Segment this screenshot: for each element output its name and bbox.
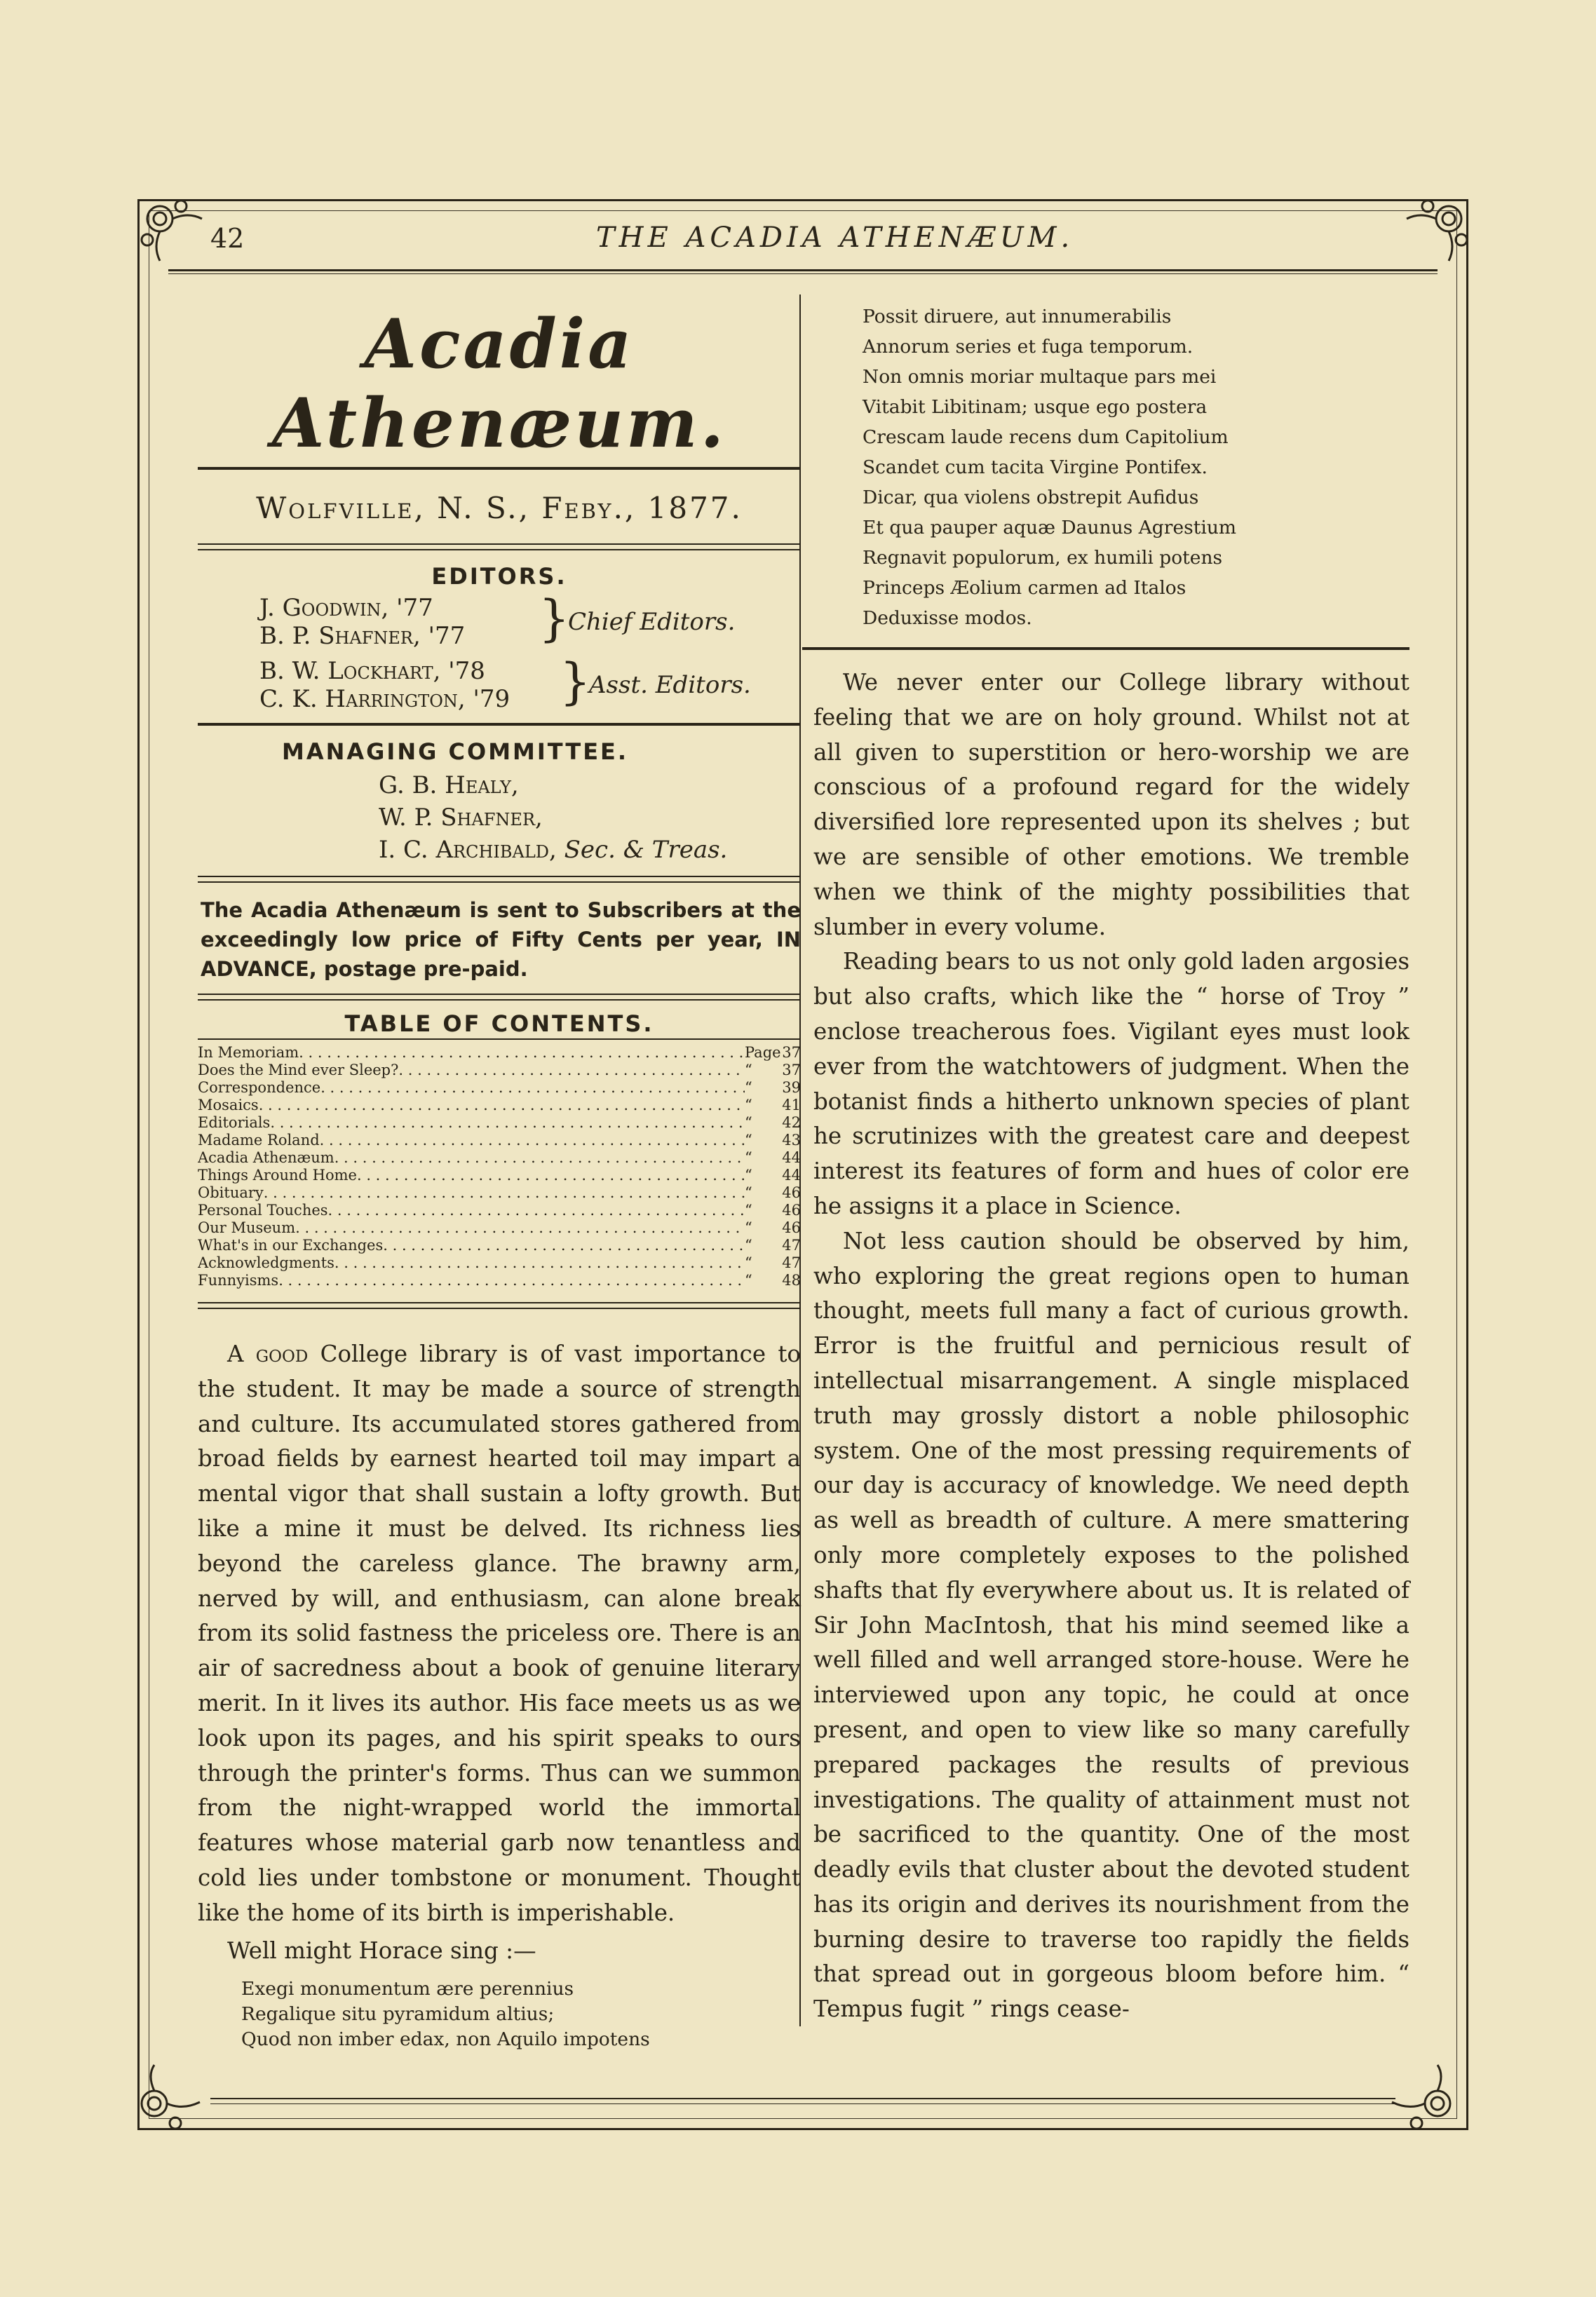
article-paragraph: College library is of vast importance to the student. It may be made a source of strength and culture. Its accumulated stores gathered from broad fields by earnest hearted toil may impart a mental vigor that shall sustain a lofty growth. But like a mine it must be delved. Its richness lies beyond the careless glance. The brawny arm, nerved by will, and enthusiasm, can alone break from its solid fastness the priceless ore. There is an air of sacredness about a book of genuine literary merit. In it lives its author. His face meets us as we look upon its pages, and his spirit speaks to ours through the printer's forms. Thus can we summon from the night-wrapped world the immortal features whose material garb now tenantless and cold lies under tombstone or monument. Thought like the home of its birth is imperishable.	[198, 1341, 801, 1926]
toc-leader-dots	[328, 1202, 745, 1219]
toc-leader-dots	[334, 1149, 745, 1167]
header-rule	[168, 269, 1438, 271]
toc-row	[198, 1202, 801, 1219]
toc-row	[198, 1097, 801, 1114]
toc-page-label: Page	[745, 1044, 781, 1061]
toc-leader-dots	[334, 1254, 745, 1272]
verse-line: Princeps Æolium carmen ad Italos	[863, 577, 1186, 599]
toc-row	[198, 1044, 801, 1062]
running-head: THE ACADIA ATHENÆUM.	[596, 222, 1074, 254]
asst-editors-role: Asst. Editors.	[589, 671, 751, 699]
chief-editors	[198, 590, 801, 716]
toc-leader-dots	[320, 1132, 745, 1149]
toc-ditto-mark: “	[745, 1237, 752, 1254]
subscription-notice: The Acadia Athenæum is sent to Subscribers at the exceedingly low price of Fifty Cents per year, IN ADVANCE, postage pre-paid.	[201, 898, 801, 981]
chief-editors-role: Chief Editors.	[568, 608, 736, 636]
verse-line: Et qua pauper aquæ Daunus Agrestium	[863, 517, 1237, 538]
toc-page-number: 44	[782, 1167, 801, 1184]
toc-title: Personal Touches	[198, 1202, 328, 1219]
toc-row	[198, 1184, 801, 1202]
toc-page-number: 37	[782, 1044, 801, 1061]
toc-title: Mosaics	[198, 1097, 259, 1113]
toc-page-number: 47	[782, 1237, 801, 1254]
toc-page-number: 47	[782, 1254, 801, 1271]
editors-rule	[198, 723, 801, 726]
horace-intro: Well might Horace sing :—	[227, 1937, 536, 1964]
toc-ditto-mark: “	[745, 1114, 752, 1131]
verse-line: Scandet cum tacita Virgine Pontifex.	[863, 456, 1208, 478]
brace-glyph: }	[560, 653, 591, 710]
toc-ditto-mark: “	[745, 1254, 752, 1271]
verse-line: Non omnis moriar multaque pars mei	[863, 366, 1217, 388]
article-paragraph: We never enter our College library without feeling that we are on holy ground. Whilst not at all given to superstition or hero-worship we are conscious of a profound regard for the widely diversified lore represented upon its shelves ; but we are sensible of other emotions. We tremble when we think of the mighty possibilities that slumber in every volume.	[813, 669, 1409, 940]
toc-leader-dots	[398, 1062, 745, 1079]
article-paragraph: Reading bears to us not only gold laden argosies but also crafts, which like the “ horse of Troy ” enclose treacherous foes. Vigilant eyes must look ever from the watchtowers of judgment. When the botanist finds a hitherto unknown species of plant he scrutinizes with the greatest care and deepest interest its features of form and hues of color ere he assigns it a place in Science.	[813, 948, 1409, 1219]
toc-row	[198, 1167, 801, 1184]
article-paragraph: Not less caution should be observed by him, who exploring the great regions open to human thought, meets full many a fact of curious growth. Error is the fruitful and pernicious result of intellectual misarrangement. A single misplaced truth may grossly distort a noble philosophic system. One of the most pressing requirements of our day is accuracy of knowledge. We need depth as well as breadth of culture. A mere smattering only more completely exposes to the polished shafts that fly everywhere about us. It is related of Sir John MacIntosh, that his mind seemed like a well filled and well arranged store-house. Were he interviewed upon any topic, he could at once present, and open to view like so many carefully prepared packages the results of previous investigations. The quality of attainment must not be sacrificed to the quantity. One of the most deadly evils that cluster about the devoted student has its origin and derives its nourishment from the burning desire to traverse too rapidly the fields that spread out in gorgeous bloom before him. “ Tempus fugit ” rings cease-	[813, 1227, 1409, 2023]
dateline: Wolfville, N. S., Feby., 1877.	[256, 491, 743, 525]
toc-page-number: 42	[782, 1114, 801, 1131]
toc-title: In Memoriam	[198, 1044, 299, 1061]
toc-page-number: 46	[782, 1184, 801, 1201]
toc-title: Does the Mind ever Sleep?	[198, 1062, 399, 1078]
latin-verse-right	[863, 301, 1409, 633]
toc-title: Acadia Athenæum	[198, 1149, 334, 1166]
toc-title: Acknowledgments	[198, 1254, 334, 1271]
toc-title: Our Museum	[198, 1219, 296, 1236]
corner-ornament-bottom-left	[126, 2061, 203, 2139]
corner-ornament-top-left	[132, 191, 209, 268]
toc-leader-dots	[278, 1272, 745, 1289]
verse-line: Annorum series et fuga temporum.	[863, 336, 1193, 358]
table-of-contents	[198, 1044, 801, 1289]
toc-ditto-mark: “	[745, 1097, 752, 1113]
notice-rule	[198, 994, 801, 1001]
committee-member: I. C. Archibald,	[379, 836, 557, 864]
toc-ditto-mark: “	[745, 1184, 752, 1201]
verse-rule	[802, 647, 1409, 650]
masthead-rule	[198, 467, 801, 470]
verse-line: Quod non imber edax, non Aquilo impotens	[241, 2028, 650, 2051]
verse-line: Regalique situ pyramidum altius;	[241, 2003, 555, 2026]
toc-title: Editorials	[198, 1114, 271, 1131]
editor-name: C. K. Harrington, '79	[259, 685, 510, 713]
toc-row	[198, 1272, 801, 1289]
opening-words: A good	[227, 1341, 309, 1367]
dateline-rule	[198, 543, 801, 550]
editor-name: J. Goodwin, '77	[259, 594, 433, 622]
toc-row	[198, 1079, 801, 1097]
toc-leader-dots	[295, 1219, 745, 1237]
toc-row	[198, 1132, 801, 1149]
header-rule-thin	[168, 273, 1438, 274]
toc-row	[198, 1149, 801, 1167]
toc-row	[198, 1219, 801, 1237]
toc-page-number: 37	[782, 1062, 801, 1078]
toc-rule	[198, 1038, 801, 1040]
article-right-text	[813, 665, 1409, 2027]
verse-line: Crescam laude recens dum Capitolium	[863, 426, 1229, 448]
toc-page-number: 46	[782, 1202, 801, 1219]
toc-leader-dots	[264, 1184, 745, 1202]
toc-ditto-mark: “	[745, 1079, 752, 1096]
toc-title: Things Around Home	[198, 1167, 357, 1184]
toc-ditto-mark: “	[745, 1149, 752, 1166]
toc-title: Obituary	[198, 1184, 264, 1201]
committee-list	[379, 769, 801, 866]
committee-member: W. P. Shafner,	[379, 804, 543, 832]
footer-rule	[210, 2098, 1395, 2099]
toc-heading: TABLE OF CONTENTS.	[344, 1010, 654, 1037]
toc-ditto-mark: “	[745, 1219, 752, 1236]
toc-ditto-mark: “	[745, 1167, 752, 1184]
toc-page-number: 48	[782, 1272, 801, 1289]
committee-role: Sec. & Treas.	[564, 836, 728, 864]
toc-page-number: 39	[782, 1079, 801, 1096]
corner-ornament-bottom-right	[1388, 2061, 1466, 2139]
toc-leader-dots	[357, 1167, 745, 1184]
verse-line: Deduxisse modos.	[863, 607, 1032, 629]
toc-ditto-mark: “	[745, 1132, 752, 1148]
verse-line: Possit diruere, aut innumerabilis	[863, 306, 1172, 327]
toc-end-rule	[198, 1302, 801, 1309]
toc-leader-dots	[299, 1044, 745, 1062]
toc-row	[198, 1254, 801, 1272]
corner-ornament-top-right	[1400, 191, 1477, 268]
right-column	[806, 294, 1409, 2027]
verse-line: Dicar, qua violens obstrepit Aufidus	[863, 487, 1199, 508]
toc-row	[198, 1114, 801, 1132]
editor-name: B. P. Shafner, '77	[259, 622, 466, 650]
editors-heading: EDITORS.	[431, 563, 567, 590]
latin-verse-left	[241, 1977, 801, 2052]
toc-title: What's in our Exchanges	[198, 1237, 384, 1254]
toc-row	[198, 1237, 801, 1254]
committee-rule	[198, 876, 801, 883]
toc-title: Madame Roland	[198, 1132, 320, 1148]
toc-leader-dots	[270, 1114, 745, 1132]
page-number: 42	[210, 223, 245, 254]
left-column	[198, 294, 801, 2052]
toc-title: Correspondence	[198, 1079, 321, 1096]
toc-page-number: 41	[782, 1097, 801, 1113]
toc-ditto-mark: “	[745, 1202, 752, 1219]
toc-page-number: 44	[782, 1149, 801, 1166]
committee-heading: MANAGING COMMITTEE.	[282, 738, 629, 765]
verse-line: Vitabit Libitinam; usque ego postera	[863, 396, 1208, 418]
verse-line: Regnavit populorum, ex humili potens	[863, 547, 1223, 569]
editor-name: B. W. Lockhart, '78	[259, 657, 485, 685]
verse-line: Exegi monumentum ære perennius	[241, 1978, 574, 2000]
toc-leader-dots	[383, 1237, 745, 1254]
masthead-title: Acadia Athenæum.	[271, 304, 727, 463]
footer-rule-thin	[210, 2103, 1395, 2104]
toc-title: Funnyisms	[198, 1272, 279, 1289]
toc-ditto-mark: “	[745, 1272, 752, 1289]
toc-leader-dots	[259, 1097, 745, 1114]
article-left-text	[198, 1337, 801, 1968]
toc-page-number: 46	[782, 1219, 801, 1236]
toc-leader-dots	[320, 1079, 745, 1097]
toc-page-number: 43	[782, 1132, 801, 1148]
toc-ditto-mark: “	[745, 1062, 752, 1078]
toc-row	[198, 1062, 801, 1079]
brace-glyph: }	[539, 590, 570, 647]
committee-member: G. B. Healy,	[379, 771, 519, 799]
